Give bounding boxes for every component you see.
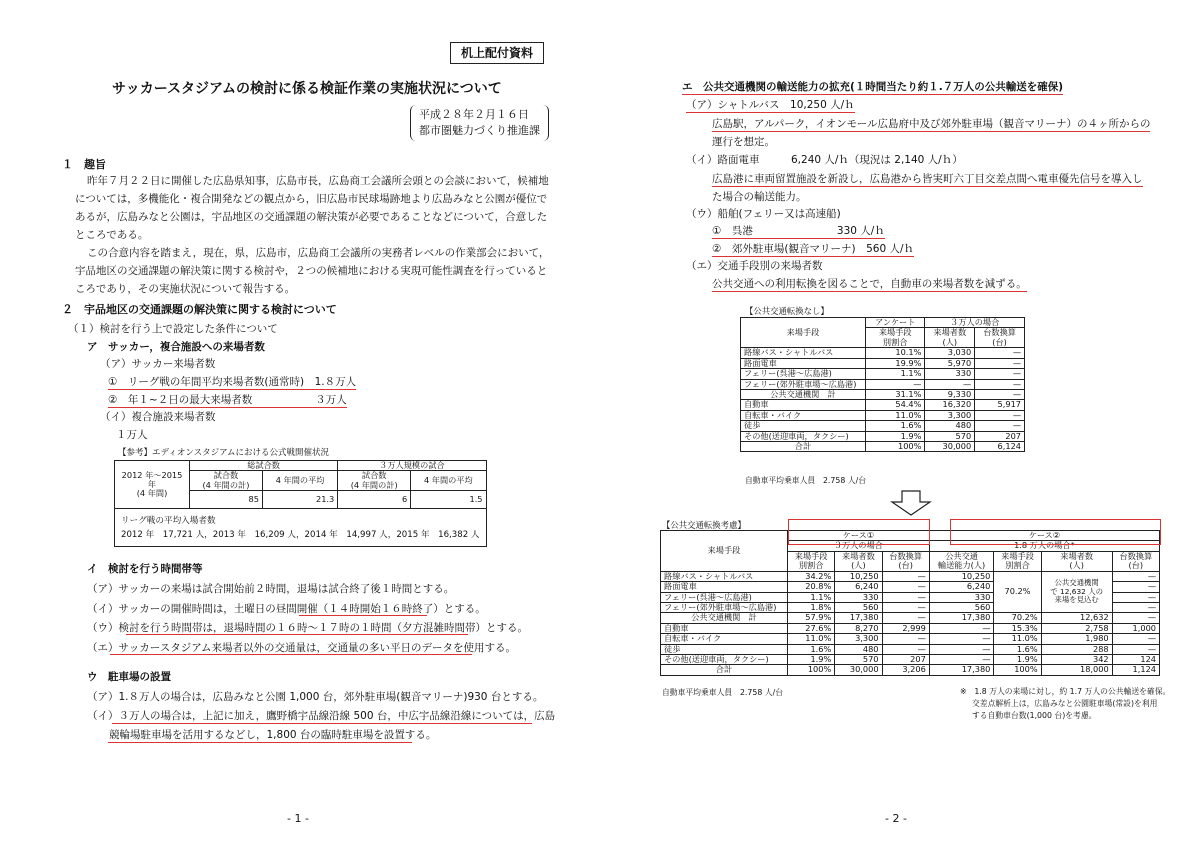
case-2-highlight (950, 519, 1161, 545)
table-row (741, 442, 1025, 452)
text-line: あるが，広島みなと公園は，宇品地区の交通課題の解決策が必要であることなどについて，合意した (75, 211, 548, 223)
value-cell: — (1112, 634, 1159, 644)
date: 平成２８年２月１６日 (419, 108, 529, 121)
value-cell: 54.4% (866, 400, 925, 410)
value-cell: 57.9% (788, 613, 835, 623)
value-cell: — (925, 379, 975, 389)
page-number: - 2 - (885, 812, 907, 825)
value-cell: 10,250 (835, 571, 882, 581)
list-item: （ア）1.８万人の場合は，広島みなと公園 1,000 台，郊外駐車場(観音マリーナ)930 台とする。 (87, 691, 544, 703)
table-row (741, 358, 1025, 368)
underline-mark (126, 634, 468, 635)
mode-heading: （エ）交通手段別の来場者数 (686, 260, 823, 272)
list-item: （エ）サッカースタジアム来場者以外の交通量は，交通量の多い平日のデータを使用する。 (87, 641, 517, 654)
merged-note-cell: 公共交通機関 で 12,632 人の 来場を見込む (1041, 571, 1112, 613)
table-row (661, 571, 1160, 581)
value-cell: 20.8% (788, 582, 835, 592)
mode-desc: 公共交通への利用転換を図ることで，自動車の来場者数を減ずる。 (712, 277, 1027, 292)
value-cell: — (975, 348, 1025, 358)
value-cell: 10,250 (929, 571, 994, 581)
header-cars: 台数換算 (台) (975, 328, 1025, 348)
down-arrow-icon (890, 490, 932, 516)
value-cell: 6,240 (929, 582, 994, 592)
value-cell: 330 (835, 592, 882, 602)
row-label-cell: その他(送迎車両，タクシー) (661, 655, 788, 665)
value-cell: 330 (925, 369, 975, 379)
tram: （イ）路面電車 6,240 人/ｈ（現況は 2,140 人/ｈ） (686, 154, 963, 166)
value-cell: — (975, 358, 1025, 368)
shuttle-bus: （ア）シャトルバス 10,250 人/ｈ (686, 98, 855, 113)
page-number: - 1 - (287, 812, 309, 825)
value-cell: — (882, 582, 929, 592)
row-label-cell: 公共交通機関 計 (661, 613, 788, 623)
item-i-heading: イ 検討を行う時間帯等 (87, 563, 203, 575)
value-cell: — (975, 379, 1025, 389)
footnote (960, 686, 1170, 722)
header-cars: 台数換算 (台) (882, 551, 929, 571)
value-cell: 570 (835, 655, 882, 665)
value-cell: 3,300 (925, 410, 975, 420)
value-cell: — (1112, 602, 1159, 612)
value-cell: — (882, 602, 929, 612)
underline-mark (299, 615, 427, 616)
value-cell: 9,330 (925, 389, 975, 399)
header-mode: 来場手段 (661, 531, 788, 572)
value-cell: 11.0% (994, 634, 1041, 644)
header-capacity: 公共交通 輸送能力(人) (929, 551, 994, 571)
header-case-1: ケース① (788, 531, 930, 541)
row-label-cell: 自転車・バイク (741, 410, 866, 420)
table-row (741, 421, 1025, 431)
item-a1: （ア）サッカー来場者数 (100, 358, 216, 370)
ship-kure: ① 呉港 330 人/ｈ (712, 224, 885, 239)
table-2-body (661, 571, 1160, 675)
value-cell: — (882, 644, 929, 654)
footnote-line: ※ 1.8 万人の来場に対し，約 1.7 万人の公共輸送を確保。 (960, 687, 1171, 696)
section-1-paragraph-2 (75, 244, 550, 298)
header-ratio: 来場手段 別割合 (866, 328, 925, 348)
sub-header: 試合数 (4 年間の計) (190, 471, 263, 491)
table-row (661, 613, 1160, 623)
item-a2-value: １万人 (116, 429, 148, 441)
value-cell: 6,240 (835, 582, 882, 592)
value-cell: 1.1% (788, 592, 835, 602)
table-row (661, 655, 1160, 665)
header-visitors: 来場者数 (人) (1041, 551, 1112, 571)
value-cell: 21.3 (262, 491, 337, 509)
item-a1-i: ① リーグ戦の年間平均来場者数(通常時) 1.８万人 (108, 375, 356, 390)
item-a-heading: ア サッカー，複合施設への来場者数 (87, 341, 265, 353)
value-cell: 70.2% (994, 613, 1041, 623)
header-cars: 台数換算 (台) (1112, 551, 1159, 571)
value-cell: — (975, 410, 1025, 420)
merged-ratio-cell: 70.2% (994, 571, 1041, 613)
value-cell: 10.1% (866, 348, 925, 358)
value-cell: — (866, 379, 925, 389)
header-ratio: 来場手段 別割合 (788, 551, 835, 571)
value-cell: 5,970 (925, 358, 975, 368)
table-row (661, 623, 1160, 633)
shuttle-desc: 広島駅，アルパーク，イオンモール広島府中及び郊外駐車場（観音マリーナ）の４ヶ所からの (712, 117, 1150, 132)
value-cell: 85 (190, 491, 263, 509)
underline-mark (108, 742, 412, 743)
section-2-heading: ２ 宇品地区の交通課題の解決策に関する検討について (62, 303, 337, 316)
value-cell: 1.9% (866, 431, 925, 441)
value-cell: — (1112, 644, 1159, 654)
value-cell: 17,380 (835, 613, 882, 623)
row-label-cell: 路線バス・シャトルバス (741, 348, 866, 358)
average-label: リーグ戦の平均入場者数 (121, 516, 216, 527)
table-row (741, 389, 1025, 399)
text-line: 宇品地区の交通課題の解決策に関する検討や，２つの候補地における実現可能性調査を行っていると (75, 265, 548, 277)
handout-stamp: 机上配付資料 (450, 42, 544, 64)
value-cell: 207 (975, 431, 1025, 441)
value-cell: — (929, 634, 994, 644)
header-visitors: 来場者数 (人) (835, 551, 882, 571)
ship: （ウ）船舶(フェリー又は高速船) (686, 208, 841, 220)
section-1-paragraph-1 (75, 172, 549, 244)
value-cell: 17,380 (929, 665, 994, 675)
value-cell: 6 (338, 491, 411, 509)
underline-mark (110, 654, 472, 655)
value-cell: 100% (866, 442, 925, 452)
value-cell: 1,124 (1112, 665, 1159, 675)
row-label-cell: フェリー(郊外駐車場～広島港) (661, 602, 788, 612)
value-cell: — (975, 389, 1025, 399)
reference-table (114, 460, 487, 547)
footnote-line: する自動車台数(1,000 台)を考慮。 (972, 711, 1097, 721)
value-cell: 1.5 (411, 491, 486, 509)
value-cell: 5,917 (975, 400, 1025, 410)
value-cell: — (882, 634, 929, 644)
row-label-cell: フェリー(呉港～広島港) (661, 592, 788, 602)
value-cell: 3,206 (882, 665, 929, 675)
value-cell: 17,380 (929, 613, 994, 623)
page-2 (600, 0, 1200, 849)
item-i-list (87, 580, 528, 658)
value-cell: 30,000 (835, 665, 882, 675)
value-cell: 15.3% (994, 623, 1041, 633)
list-item: （ウ）検討を行う時間帯は，退場時間の１６時～１７時の１時間（夕方混雑時間帯）とする。 (87, 622, 528, 634)
value-cell: 1.1% (866, 369, 925, 379)
list-item: （イ）サッカーの開催時間は，土曜日の昼間開催（１４時開始１６時終了）とする。 (87, 602, 486, 615)
header-case-2-sub: 1.8 万人の場合* (929, 541, 1159, 551)
header-case-2: ケース② (929, 531, 1159, 541)
section-1-heading: １ 趣旨 (62, 158, 106, 171)
value-cell: — (929, 644, 994, 654)
value-cell: — (1112, 592, 1159, 602)
value-cell: 19.9% (866, 358, 925, 368)
header-survey: アンケート (866, 318, 925, 328)
shuttle-desc-2: 運行を想定。 (712, 136, 775, 148)
underline-mark (112, 723, 532, 724)
list-item: 競輪場駐車場を活用するなどし，1,800 台の臨時駐車場を設置する。 (109, 729, 437, 741)
value-cell: 124 (1112, 655, 1159, 665)
list-item: （ア）サッカーの来場は試合開始前２時間，退場は試合終了後１時間とする。 (87, 583, 455, 595)
text-line: 昨年７月２２日に開催した広島県知事，広島市長，広島商工会議所会頭との会談において，候補地 (87, 175, 549, 187)
text-line: ころであり，その実施状況について報告する。 (75, 283, 296, 295)
header-visitors: 来場者数 (人) (925, 328, 975, 348)
date-block (410, 105, 549, 141)
sub-header: 4 年間の平均 (262, 471, 337, 491)
row-label-cell: 自動車 (661, 623, 788, 633)
table-1-body (741, 348, 1025, 452)
value-cell: — (882, 613, 929, 623)
value-cell: 1,000 (1112, 623, 1159, 633)
row-label-cell: 合計 (661, 665, 788, 675)
value-cell: 1.6% (788, 644, 835, 654)
table-row (741, 369, 1025, 379)
value-cell: 16,320 (925, 400, 975, 410)
value-cell: — (882, 592, 929, 602)
value-cell: 1.6% (994, 644, 1041, 654)
value-cell: 2,758 (1041, 623, 1112, 633)
subsection-1: （１）検討を行う上で設定した条件について (68, 323, 278, 335)
department: 都市圏魅力づくり推進課 (419, 123, 540, 137)
reference-caption: 【参考】エディオンスタジアムにおける公式戦開催状況 (118, 448, 329, 458)
period-cell: 2012 年～2015 年 (4 年間) (115, 461, 190, 509)
value-cell: 570 (925, 431, 975, 441)
table-row (661, 665, 1160, 675)
tram-desc-2: た場合の輸送能力。 (712, 191, 807, 203)
text-line: については，多機能化・複合開発などの観点から，旧広島市民球場跡地より広島みなと公園が優位で (75, 193, 548, 205)
value-cell: 12,632 (1041, 613, 1112, 623)
row-label-cell: 路面電車 (661, 582, 788, 592)
value-cell: 2,999 (882, 623, 929, 633)
value-cell: 31.1% (866, 389, 925, 399)
value-cell: 480 (925, 421, 975, 431)
ship-kannon: ② 郊外駐車場(観音マリーナ) 560 人/ｈ (712, 242, 914, 257)
table-row (741, 431, 1025, 441)
value-cell: — (1112, 571, 1159, 581)
item-u-list (87, 688, 555, 745)
table-row (741, 348, 1025, 358)
item-e-heading: エ 公共交通機関の輸送能力の拡充(１時間当たり約１.７万人の公共輸送を確保) (682, 80, 1063, 95)
row-label-cell: 路線バス・シャトルバス (661, 571, 788, 581)
value-cell: — (975, 421, 1025, 431)
header-ratio: 来場手段 別割合 (994, 551, 1041, 571)
value-cell: 207 (882, 655, 929, 665)
row-label-cell: 徒歩 (741, 421, 866, 431)
item-a2: （イ）複合施設来場者数 (100, 411, 216, 423)
header-mode: 来場手段 (741, 318, 866, 348)
row-label-cell: 合計 (741, 442, 866, 452)
value-cell: 3,300 (835, 634, 882, 644)
sub-header: 試合数 (4 年間の計) (338, 471, 411, 491)
row-label-cell: 公共交通機関 計 (741, 389, 866, 399)
value-cell: 11.0% (866, 410, 925, 420)
header-30k: ３万人の場合 (925, 318, 1025, 328)
page-title: サッカースタジアムの検討に係る検証作業の実施状況について (112, 81, 502, 97)
sub-header: 4 年間の平均 (411, 471, 486, 491)
table-row (741, 400, 1025, 410)
table-2-caption: 【公共交通転換考慮】 (662, 520, 746, 530)
value-cell: 1.8% (788, 602, 835, 612)
value-cell: 8,270 (835, 623, 882, 633)
row-label-cell: フェリー(呉港～広島港) (741, 369, 866, 379)
value-cell: — (1112, 613, 1159, 623)
tram-desc: 広島港に車両留置施設を新設し，広島港から皆実町六丁目交差点間へ電車優先信号を導入し (712, 172, 1143, 187)
value-cell: 34.2% (788, 571, 835, 581)
table-no-transit-shift (740, 317, 1025, 452)
row-label-cell: その他(送迎車両，タクシー) (741, 431, 866, 441)
header-total-games: 総試合数 (190, 461, 338, 471)
table-1-caption: 【公共交通転換なし】 (745, 306, 829, 316)
value-cell: — (929, 655, 994, 665)
row-label-cell: 徒歩 (661, 644, 788, 654)
footnote-line: 交差点解析上は，広島みなと公園駐車場(常設)を利用 (972, 699, 1158, 709)
row-label-cell: 自転車・バイク (661, 634, 788, 644)
value-cell: 11.0% (788, 634, 835, 644)
table-1-note: 自動車平均乗車人員 2.758 人/台 (745, 476, 866, 485)
value-cell: 27.6% (788, 623, 835, 633)
value-cell: 18,000 (1041, 665, 1112, 675)
value-cell: — (929, 623, 994, 633)
value-cell: 342 (1041, 655, 1112, 665)
value-cell: 560 (929, 602, 994, 612)
value-cell: 560 (835, 602, 882, 612)
header-case-1-sub: ３万人の場合 (788, 541, 930, 551)
header-30k-games: ３万人規模の試合 (338, 461, 486, 471)
table-row (741, 410, 1025, 420)
table-with-transit-shift (660, 530, 1160, 676)
value-cell: — (975, 369, 1025, 379)
text-line: ところである。 (75, 229, 149, 241)
value-cell: 1.9% (994, 655, 1041, 665)
item-a1-ii: ② 年１~２日の最大来場者数 ３万人 (108, 393, 347, 408)
table-row (741, 379, 1025, 389)
value-cell: 6,124 (975, 442, 1025, 452)
value-cell: 100% (788, 665, 835, 675)
average-attendance-cell (115, 509, 487, 547)
average-values: 2012 年 17,721 人，2013 年 16,209 人，2014 年 14,997 人，2015 年 16,382 人 (121, 529, 480, 540)
value-cell: — (1112, 582, 1159, 592)
value-cell: 3,030 (925, 348, 975, 358)
value-cell: 1.6% (866, 421, 925, 431)
value-cell: 288 (1041, 644, 1112, 654)
value-cell: 30,000 (925, 442, 975, 452)
case-1-highlight (788, 519, 930, 545)
value-cell: 480 (835, 644, 882, 654)
row-label-cell: 自動車 (741, 400, 866, 410)
list-item: （イ）３万人の場合は，上記に加え，鷹野橋宇品線沿線 500 台，中広宇品線沿線については，広島 (87, 710, 556, 722)
table-row (661, 634, 1160, 644)
item-u-heading: ウ 駐車場の設置 (87, 671, 171, 683)
row-label-cell: フェリー(郊外駐車場～広島港) (741, 379, 866, 389)
value-cell: 330 (929, 592, 994, 602)
value-cell: 100% (994, 665, 1041, 675)
table-2-note: 自動車平均乗車人員 2.758 人/台 (662, 688, 783, 697)
value-cell: 1.9% (788, 655, 835, 665)
value-cell: 1,980 (1041, 634, 1112, 644)
row-label-cell: 路面電車 (741, 358, 866, 368)
table-row (661, 644, 1160, 654)
text-line: この合意内容を踏まえ，現在，県，広島市，広島商工会議所の実務者レベルの作業部会において， (87, 247, 550, 259)
value-cell: — (882, 571, 929, 581)
